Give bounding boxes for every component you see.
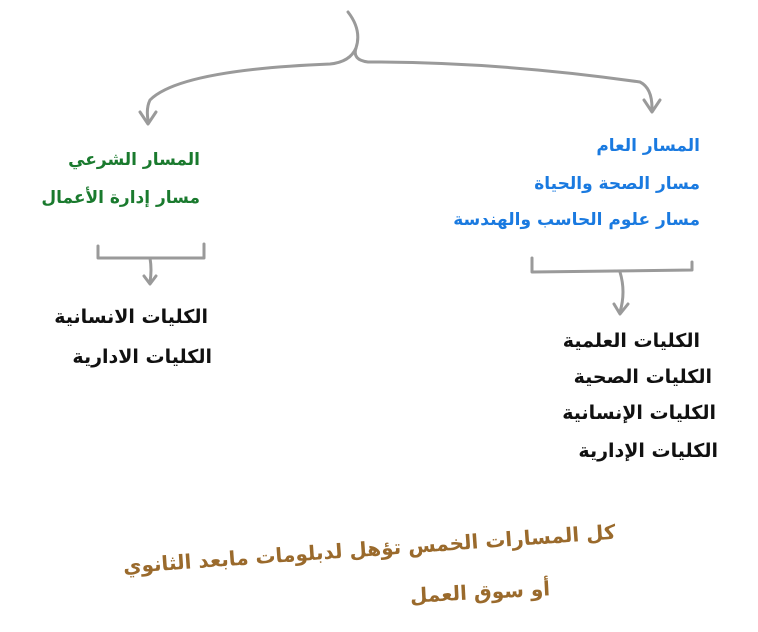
left-branch-track: مسار إدارة الأعمال [41,188,200,208]
footnote-line-2: أو سوق العمل [409,576,551,608]
right-college-2: الكليات الصحية [573,366,712,388]
right-bracket [532,258,692,272]
left-college-2: الكليات الادارية [72,346,212,368]
left-college-1: الكليات الانسانية [54,306,208,328]
top-brace-left [147,48,356,120]
top-brace [348,12,652,108]
right-branch-title: المسار العام [596,136,700,156]
right-college-4: الكليات الإدارية [578,440,718,462]
left-branch-title: المسار الشرعي [68,150,200,170]
right-college-3: الكليات الإنسانية [562,402,716,424]
right-branch-track-2: مسار علوم الحاسب والهندسة [453,210,700,230]
right-college-1: الكليات العلمية [562,330,700,352]
footnote-line-1: كل المسارات الخمس تؤهل لدبلومات مابعد الثانوي [122,519,617,579]
right-branch-track-1: مسار الصحة والحياة [534,174,700,194]
left-bracket [98,244,204,258]
right-bracket-arrow [620,272,623,312]
left-bracket-arrow [150,258,151,282]
